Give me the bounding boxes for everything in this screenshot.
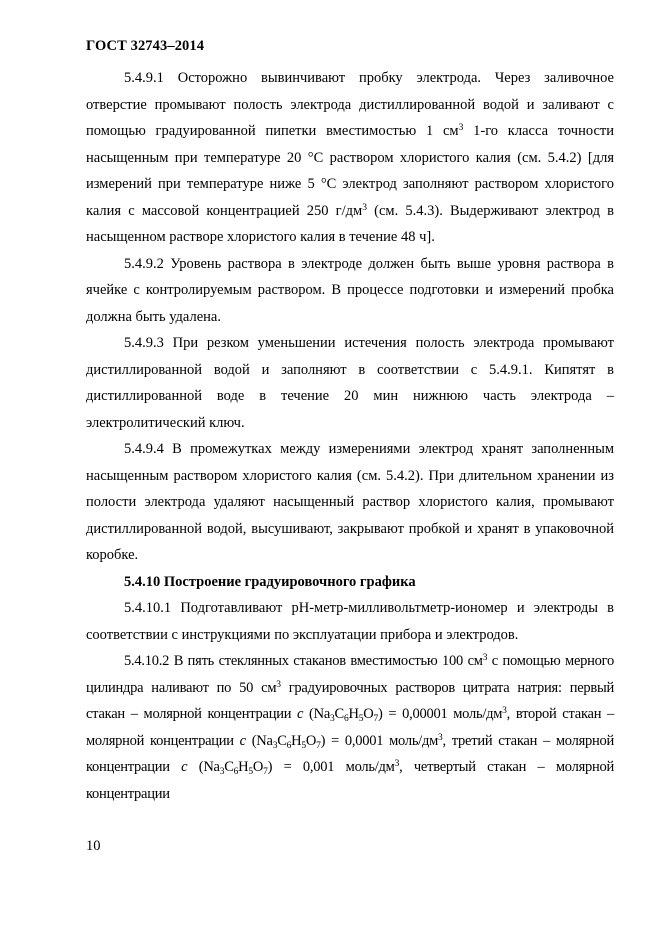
formula-symbol: c <box>297 706 304 722</box>
clause-text: В промежутках между измерениями электрод хранят заполненным насыщенным раствором хлористого калия (см. 5.4.2). При длительном хранении из полости электрода удаляют насыщенный раствор хлористого калия, промывают дистиллированной водой, высушивают, закрывают пробкой и хранят в упаковочной коробке. <box>86 441 614 563</box>
clause-number: 5.4.9.1 <box>124 70 164 86</box>
concentration-value: 0,001 моль/$дм^3$ <box>302 759 400 775</box>
clause-text: Уровень раствора в электроде должен быть выше уровня раствора в ячейке с контролируемым раствором. В процессе подготовки и измерений пробка должна быть удалена. <box>86 255 614 325</box>
clause-5-4-9-4 <box>86 436 614 569</box>
clause-text: В пять стеклянных стаканов вместимостью 100 $см^3$ с помощью мерного цилиндра наливают по 50 $см^3$ градуировочных растворов цитрата натрия: первый стакан – молярной концентрации <box>86 653 615 722</box>
clause-text: Осторожно вывинчивают пробку электрода. Через заливочное отверстие промывают полость электрода дистиллированной водой и заливают с помощью градуированной пипетки вместимостью 1 $см^3$ 1-го класса точности насыщенным при температуре 20 °С раствором хлористого калия (см. 5.4.2) [для измерений при температуре ниже 5 °С электрод заполняют раствором хлористого калия с массовой концентрацией 250 $г/дм^3$ (см. 5.4.3). Выдерживают электрод в насыщенном растворе хлористого калия в течение 48 ч]. <box>86 70 614 245</box>
formula-symbol: c <box>239 732 246 749</box>
clause-number: 5.4.9.3 <box>124 335 164 351</box>
clause-5-4-9-2 <box>86 251 614 331</box>
clause-5-4-10-1 <box>86 595 614 648</box>
concentration-value: 0,00001 моль/$дм^3$ <box>402 706 507 722</box>
sodium-citrate-formula: $(Na_3C_6H_5O_7)$ = <box>309 706 397 724</box>
clause-number: 5.4.9.2 <box>124 255 164 272</box>
standard-header: ГОСТ 32743–2014 <box>86 38 205 54</box>
document-body <box>86 65 614 807</box>
section-title: Построение градуировочного графика <box>163 573 416 590</box>
section-number: 5.4.10 <box>124 573 161 590</box>
section-heading-5-4-10 <box>86 569 614 596</box>
page-number: 10 <box>86 838 101 854</box>
clause-number: 5.4.10.2 <box>124 653 170 669</box>
clause-5-4-9-1 <box>86 65 614 251</box>
clause-text: При резком уменьшении истечения полость электрода промывают дистиллированной водой и заполняют в соответствии с 5.4.9.1. Кипятят в дистиллированной воде в течение 20 мин нижнюю часть электрода – электролитический ключ. <box>86 335 614 431</box>
concentration-value: 0,0001 моль/$дм^3$ <box>344 732 443 749</box>
clause-text: третий стакан – молярной концентрации <box>86 732 615 775</box>
clause-number: 5.4.10.1 <box>124 600 172 616</box>
sodium-citrate-formula: $(Na_3C_6H_5O_7)$ = <box>251 732 339 751</box>
clause-5-4-10-2: 5.4.10.2 В пять стеклянных стаканов вместимостью 100 $см^3$ с помощью мерного цилиндра наливают по 50 $см^3$ градуировочных растворов цитрата натрия: первый стакан – молярной концентрации c $(Na_3C_6H_5O_7) = 0,00001$ моль/$дм^3$, второй стакан – молярной концентрации c $(Na_3C_6H_5O_7) = 0,0001$ моль/$дм^3$, третий стакан – молярной концентрации c $(Na_3C_6H_5O_7) = 0,001$ моль/$дм^3$, четвертый стакан – молярной концентрации <box>86 653 615 802</box>
formula-symbol: c <box>181 759 188 775</box>
sodium-citrate-formula: $(Na_3C_6H_5O_7)$ = <box>198 759 292 777</box>
clause-number: 5.4.9.4 <box>124 441 164 457</box>
clause-text: Подготавливают рН-метр-милливольтметр-иономер и электроды в соответствии с инструкциями по эксплуатации прибора и электродов. <box>86 600 614 643</box>
clause-text: четвертый стакан – молярной концентрации <box>86 759 615 802</box>
clause-text: второй стакан – молярной концентрации <box>86 706 615 749</box>
clause-5-4-9-3 <box>86 330 614 436</box>
